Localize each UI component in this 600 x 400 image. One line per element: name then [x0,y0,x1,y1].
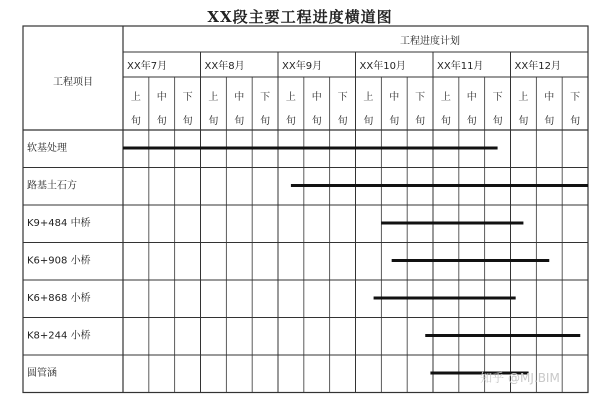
period-label-top: 下 [337,92,348,103]
plan-header: 工程进度计划 [400,36,460,47]
period-label-top: 中 [311,92,322,103]
period-label-bottom: 旬 [440,116,451,127]
period-label-bottom: 旬 [466,116,477,127]
period-label-bottom: 旬 [208,116,219,127]
period-label-top: 上 [518,92,529,103]
period-label-top: 下 [492,92,503,103]
period-label-bottom: 旬 [234,116,245,127]
period-label-bottom: 旬 [415,116,426,127]
task-name: K8+244 小桥 [27,330,91,342]
watermark: 知乎 @MJ.BIM [480,371,560,385]
period-label-top: 下 [570,92,581,103]
period-label-bottom: 旬 [544,116,555,127]
task-name: K9+484 中桥 [27,218,91,229]
period-label-top: 上 [363,92,374,103]
period-label-top: 中 [544,92,555,103]
period-label-bottom: 旬 [311,116,322,127]
period-label-bottom: 旬 [337,116,348,127]
period-label-bottom: 旬 [285,116,296,127]
month-label-12: XX年12月 [514,61,561,72]
month-label-9: XX年9月 [282,61,323,72]
period-label-bottom: 旬 [518,116,529,127]
period-label-top: 中 [466,92,477,103]
period-label-top: 下 [182,92,193,103]
period-label-top: 上 [440,92,451,103]
task-name: K6+868 小桥 [27,293,91,304]
period-label-bottom: 旬 [260,116,271,127]
task-name: 圆管涵 [27,368,57,379]
period-label-bottom: 旬 [570,116,581,127]
period-label-bottom: 旬 [492,116,503,127]
period-label-top: 上 [285,92,296,103]
task-name: 软基处理 [27,143,67,154]
period-label-bottom: 旬 [389,116,400,127]
period-label-top: 中 [234,92,245,103]
page-title: XX段主要工程进度横道图 [207,8,393,26]
task-name: 路基土石方 [27,180,77,192]
period-label-top: 中 [389,92,400,103]
month-label-8: XX年8月 [204,61,245,72]
month-label-11: XX年11月 [437,61,484,72]
period-label-bottom: 旬 [182,116,193,127]
period-label-bottom: 旬 [156,116,167,127]
period-label-top: 上 [208,92,219,103]
period-label-bottom: 旬 [363,116,374,127]
period-label-top: 下 [415,92,426,103]
period-label-bottom: 旬 [130,116,141,127]
table-frame [23,26,588,393]
period-label-top: 下 [260,92,271,103]
month-label-10: XX年10月 [359,61,406,72]
month-label-7: XX年7月 [127,61,168,72]
period-label-top: 中 [156,92,167,103]
task-name: K6+908 小桥 [27,255,91,267]
period-label-top: 上 [130,92,141,103]
item-column-header: 工程项目 [53,77,93,88]
